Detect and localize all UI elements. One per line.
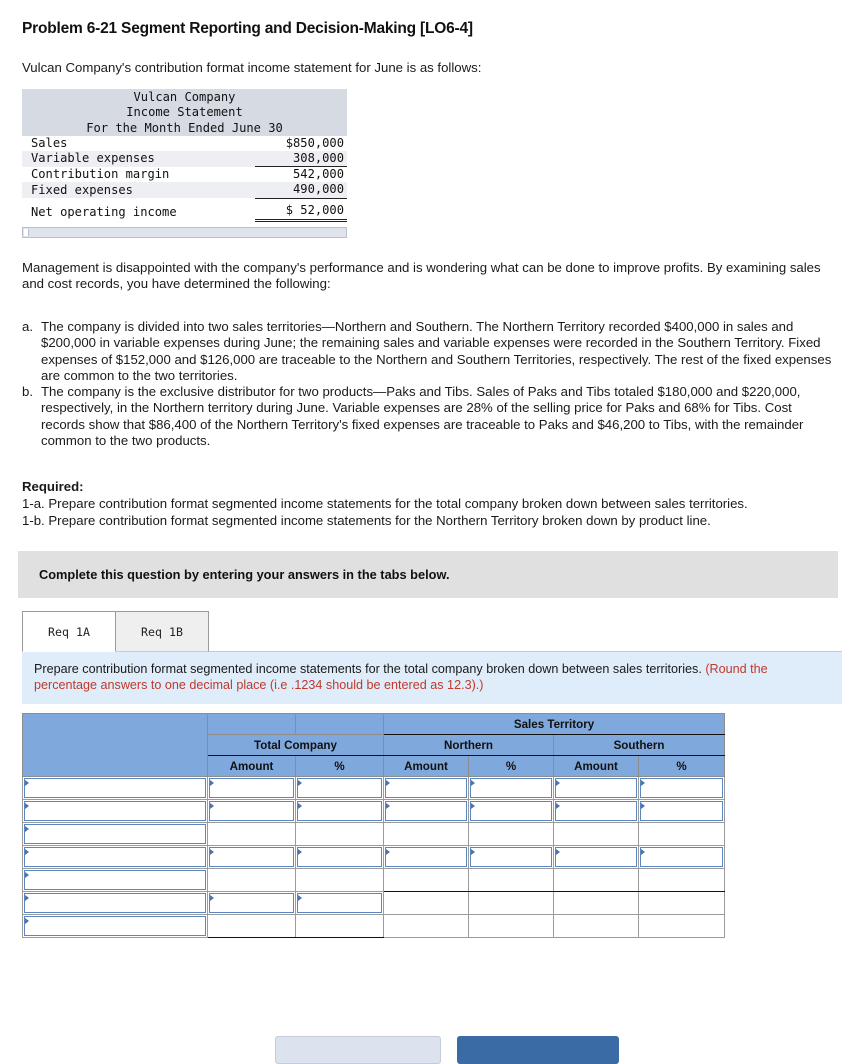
tab-req-1b[interactable] — [115, 611, 209, 652]
row4-northern-amount-cell[interactable] — [384, 846, 469, 869]
row7-southern-amount-cell[interactable] — [554, 915, 639, 938]
row1-total-percent-input[interactable] — [297, 778, 382, 798]
row6-total-amount-input[interactable] — [209, 893, 294, 913]
fact-item-a — [22, 319, 838, 384]
header-northern-amount: Amount — [384, 756, 469, 777]
row4-total-amount-cell[interactable] — [208, 846, 296, 869]
table-row — [23, 892, 725, 915]
row2-total-amount-cell[interactable] — [208, 800, 296, 823]
row-label: Fixed expenses — [22, 182, 255, 198]
instruction-text: Prepare contribution format segmented income statements for the total company broken down between sales territories. — [34, 662, 706, 677]
statement-period: For the Month Ended June 30 — [22, 120, 347, 136]
row1-southern-percent-input[interactable] — [640, 778, 723, 798]
row2-southern-amount-cell[interactable] — [554, 800, 639, 823]
facts-list — [22, 319, 838, 449]
header-northern-percent: % — [469, 756, 554, 777]
row3-southern-amount-cell[interactable] — [554, 823, 639, 846]
row1-total-amount-input[interactable] — [209, 778, 294, 798]
income-statement-header-line-1 — [22, 89, 347, 105]
table-row — [23, 869, 725, 892]
income-statement-header-line-2 — [22, 105, 347, 121]
statement-row-sales — [22, 136, 347, 151]
table-row — [23, 823, 725, 846]
row6-northern-percent-cell[interactable] — [469, 892, 554, 915]
scrollbar-thumb[interactable] — [24, 229, 29, 236]
statement-company-name: Vulcan Company — [22, 89, 347, 105]
instruction-band — [22, 652, 842, 704]
row7-label-cell[interactable] — [23, 915, 208, 938]
row6-label-cell[interactable] — [23, 892, 208, 915]
row2-total-amount-input[interactable] — [209, 801, 294, 821]
row2-southern-percent-cell[interactable] — [639, 800, 725, 823]
row4-total-percent-cell[interactable] — [296, 846, 384, 869]
row1-southern-percent-cell[interactable] — [639, 777, 725, 800]
row5-northern-percent-cell[interactable] — [469, 869, 554, 892]
row2-northern-percent-cell[interactable] — [469, 800, 554, 823]
complete-question-banner — [18, 551, 838, 598]
page-title: Problem 6-21 Segment Reporting and Decision-Making [LO6-4] — [22, 20, 473, 37]
row3-southern-percent-cell[interactable] — [639, 823, 725, 846]
tab-label: Req 1A — [48, 624, 90, 639]
row1-northern-percent-input[interactable] — [470, 778, 552, 798]
tab-label: Req 1B — [141, 624, 183, 639]
row3-total-amount-cell[interactable] — [208, 823, 296, 846]
row2-label-cell[interactable] — [23, 800, 208, 823]
row-label: Net operating income — [22, 203, 255, 221]
row-amount: $850,000 — [255, 136, 347, 151]
management-paragraph: Management is disappointed with the company's performance and is wondering what can be done to improve profits. By examining sales and cost records, you have determined the following: — [22, 259, 821, 292]
row6-total-percent-input[interactable] — [297, 893, 382, 913]
row1-southern-amount-cell[interactable] — [554, 777, 639, 800]
row7-total-amount-cell[interactable] — [208, 915, 296, 938]
income-statement-header-line-3 — [22, 120, 347, 136]
row3-total-percent-cell[interactable] — [296, 823, 384, 846]
row-amount: 308,000 — [255, 151, 347, 167]
header-blank-total-amount — [208, 714, 296, 735]
header-northern: Northern — [384, 735, 554, 756]
complete-question-text: Complete this question by entering your answers in the tabs below. — [39, 567, 450, 583]
row7-northern-percent-cell[interactable] — [469, 915, 554, 938]
row2-northern-amount-input[interactable] — [385, 801, 467, 821]
row5-southern-amount-cell[interactable] — [554, 869, 639, 892]
row6-southern-percent-cell[interactable] — [639, 892, 725, 915]
row5-label-input[interactable] — [24, 870, 206, 890]
statement-row-net-operating-income — [22, 203, 347, 221]
row-amount: 490,000 — [255, 182, 347, 198]
row1-southern-amount-input[interactable] — [555, 778, 637, 798]
secondary-button[interactable] — [275, 1036, 441, 1064]
row4-southern-amount-input[interactable] — [555, 847, 637, 867]
row4-southern-percent-cell[interactable] — [639, 846, 725, 869]
row1-total-amount-cell[interactable] — [208, 777, 296, 800]
primary-button[interactable] — [457, 1036, 619, 1064]
intro-text: Vulcan Company's contribution format income statement for June is as follows: — [22, 60, 482, 75]
table-row — [23, 800, 725, 823]
tab-bar — [22, 610, 856, 652]
row4-northern-amount-input[interactable] — [385, 847, 467, 867]
row4-total-amount-input[interactable] — [209, 847, 294, 867]
required-heading: Required: — [22, 479, 84, 495]
row4-southern-percent-input[interactable] — [640, 847, 723, 867]
row3-label-cell[interactable] — [23, 823, 208, 846]
row2-label-input[interactable] — [24, 801, 206, 821]
row-label: Contribution margin — [22, 167, 255, 183]
row4-label-input[interactable] — [24, 847, 206, 867]
header-total-percent: % — [296, 756, 384, 777]
income-statement-horizontal-scrollbar[interactable] — [22, 227, 347, 238]
row7-southern-percent-cell[interactable] — [639, 915, 725, 938]
instruction-note: (Round the percentage answers to one decimal place (i.e .1234 should be entered as 12.3).) — [34, 662, 768, 693]
row4-northern-percent-cell[interactable] — [469, 846, 554, 869]
row7-total-percent-cell[interactable] — [296, 915, 384, 938]
income-statement-panel — [22, 89, 347, 238]
row6-total-amount-cell[interactable] — [208, 892, 296, 915]
tab-req-1a[interactable] — [22, 611, 116, 652]
row7-label-input[interactable] — [24, 916, 206, 936]
income-statement-table — [22, 89, 347, 222]
header-southern: Southern — [554, 735, 725, 756]
row6-northern-amount-cell[interactable] — [384, 892, 469, 915]
required-item-1b: 1-b. Prepare contribution format segmented income statements for the Northern Territory broken down by product line. — [22, 512, 711, 528]
row5-total-percent-cell[interactable] — [296, 869, 384, 892]
answer-table-wrapper — [22, 713, 724, 938]
row6-southern-amount-cell[interactable] — [554, 892, 639, 915]
header-blank-total-percent — [296, 714, 384, 735]
row7-northern-amount-cell[interactable] — [384, 915, 469, 938]
statement-row-variable-expenses — [22, 151, 347, 167]
row2-total-percent-input[interactable] — [297, 801, 382, 821]
table-header-row-1 — [23, 714, 725, 735]
row4-total-percent-input[interactable] — [297, 847, 382, 867]
row4-northern-percent-input[interactable] — [470, 847, 552, 867]
row3-northern-percent-cell[interactable] — [469, 823, 554, 846]
statement-title: Income Statement — [22, 105, 347, 121]
problem-page — [0, 20, 856, 529]
header-total-amount: Amount — [208, 756, 296, 777]
row-amount: $ 52,000 — [255, 203, 347, 221]
row6-label-input[interactable] — [24, 893, 206, 913]
fact-text: The company is divided into two sales territories—Northern and Southern. The Northern Territory recorded $400,000 in sales and $200,000 in variable expenses during June; the remaining sales and variable expenses were recorded in the Southern Territory. Fixed expenses of $152,000 and $126,000 are traceable to the Northern and Southern Territories, respectively. The rest of the fixed expenses are common to the two territories. — [41, 318, 832, 383]
segmented-income-statement-table — [22, 713, 725, 938]
form-button-row — [0, 1036, 856, 1064]
row-label: Variable expenses — [22, 151, 255, 167]
table-row — [23, 915, 725, 938]
row2-northern-percent-input[interactable] — [470, 801, 552, 821]
header-southern-percent: % — [639, 756, 725, 777]
required-item-1a: 1-a. Prepare contribution format segmented income statements for the total company broken down between sales territories. — [22, 495, 748, 511]
fact-marker: a. — [22, 318, 33, 334]
header-total-company: Total Company — [208, 735, 384, 756]
row5-northern-amount-cell[interactable] — [384, 869, 469, 892]
row1-total-percent-cell[interactable] — [296, 777, 384, 800]
fact-text: The company is the exclusive distributor for two products—Paks and Tibs. Sales of Paks and Tibs totaled $180,000 and $220,000, respectively, in the Northern territory during June. Variable expenses are 28% of the selling price for Paks and 68% for Tibs. Cost records show that $86,400 of the Northern Territory's fixed expenses are traceable to Paks and $46,200 to Tibs, with the remainder common to the two products. — [41, 384, 804, 449]
row2-total-percent-cell[interactable] — [296, 800, 384, 823]
row6-total-percent-cell[interactable] — [296, 892, 384, 915]
table-row — [23, 846, 725, 869]
header-blank-label-column — [23, 714, 208, 777]
row2-southern-percent-input[interactable] — [640, 801, 723, 821]
row2-northern-amount-cell[interactable] — [384, 800, 469, 823]
statement-row-fixed-expenses — [22, 182, 347, 198]
row5-total-amount-cell[interactable] — [208, 869, 296, 892]
row3-northern-amount-cell[interactable] — [384, 823, 469, 846]
row3-label-input[interactable] — [24, 824, 206, 844]
row1-label-input[interactable] — [24, 778, 206, 798]
header-southern-amount: Amount — [554, 756, 639, 777]
row5-southern-percent-cell[interactable] — [639, 869, 725, 892]
statement-row-contribution-margin — [22, 167, 347, 183]
row5-label-cell[interactable] — [23, 869, 208, 892]
table-row — [23, 777, 725, 800]
row1-northern-percent-cell[interactable] — [469, 777, 554, 800]
row2-southern-amount-input[interactable] — [555, 801, 637, 821]
header-sales-territory: Sales Territory — [384, 714, 725, 735]
row-amount: 542,000 — [255, 167, 347, 183]
fact-marker: b. — [22, 384, 33, 400]
row1-label-cell[interactable] — [23, 777, 208, 800]
fact-item-b — [22, 384, 838, 449]
required-section — [22, 479, 832, 529]
row-label: Sales — [22, 136, 255, 151]
row4-label-cell[interactable] — [23, 846, 208, 869]
row1-northern-amount-input[interactable] — [385, 778, 467, 798]
row1-northern-amount-cell[interactable] — [384, 777, 469, 800]
row4-southern-amount-cell[interactable] — [554, 846, 639, 869]
